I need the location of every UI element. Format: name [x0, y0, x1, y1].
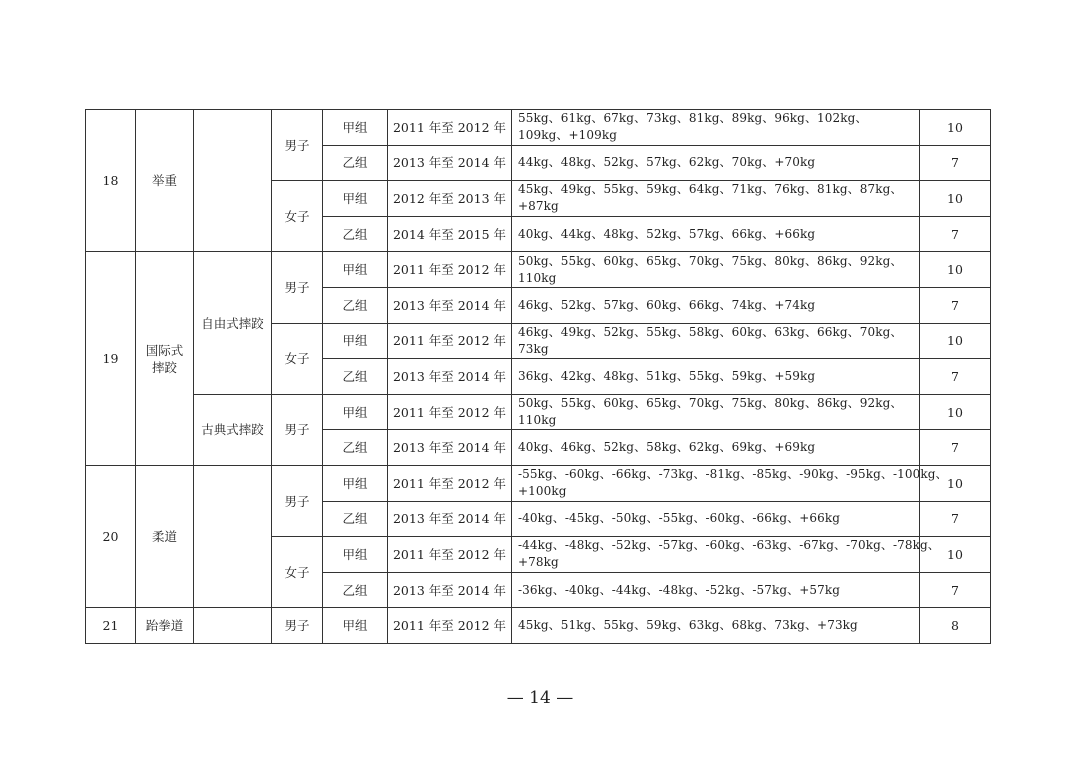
sport-name: 国际式摔跤 — [136, 252, 194, 466]
weight-classes-cell: -44kg、-48kg、-52kg、-57kg、-60kg、-63kg、-67kg、-70kg、-78kg、+78kg — [512, 537, 920, 573]
age-group-cell: 甲组 — [323, 394, 388, 430]
weight-classes-cell: 45kg、49kg、55kg、59kg、64kg、71kg、76kg、81kg、87kg、+87kg — [512, 181, 920, 217]
weight-classes-cell: -55kg、-60kg、-66kg、-73kg、-81kg、-85kg、-90kg、-95kg、-100kg、+100kg — [512, 465, 920, 501]
weight-classes-cell: 36kg、42kg、48kg、51kg、55kg、59kg、+59kg — [512, 359, 920, 395]
weight-classes-cell: -36kg、-40kg、-44kg、-48kg、-52kg、-57kg、+57kg — [512, 572, 920, 608]
birth-years-cell: 2011 年至 2012 年 — [388, 252, 512, 288]
sub-event-name: 古典式摔跤 — [194, 394, 272, 465]
birth-years-cell: 2012 年至 2013 年 — [388, 181, 512, 217]
birth-years-cell: 2014 年至 2015 年 — [388, 216, 512, 252]
event-count-cell: 7 — [920, 287, 991, 323]
event-count-cell: 8 — [920, 608, 991, 644]
age-group-cell: 甲组 — [323, 537, 388, 573]
birth-years-cell: 2013 年至 2014 年 — [388, 501, 512, 537]
event-count-cell: 7 — [920, 145, 991, 181]
birth-years-cell: 2011 年至 2012 年 — [388, 323, 512, 359]
age-group-cell: 甲组 — [323, 252, 388, 288]
birth-years-cell: 2013 年至 2014 年 — [388, 287, 512, 323]
age-group-cell: 乙组 — [323, 501, 388, 537]
age-group-cell: 乙组 — [323, 145, 388, 181]
weight-classes-cell: 55kg、61kg、67kg、73kg、81kg、89kg、96kg、102kg、109kg、+109kg — [512, 110, 920, 146]
sport-number: 18 — [86, 110, 136, 252]
gender-cell: 男子 — [272, 110, 323, 181]
event-count-cell: 7 — [920, 430, 991, 466]
sport-name: 举重 — [136, 110, 194, 252]
table-row — [86, 394, 991, 430]
sub-event-empty — [194, 608, 272, 644]
event-count-cell: 10 — [920, 537, 991, 573]
sub-event-name: 自由式摔跤 — [194, 252, 272, 394]
event-count-cell: 7 — [920, 216, 991, 252]
age-group-cell: 甲组 — [323, 465, 388, 501]
event-count-cell: 10 — [920, 323, 991, 359]
table-row — [86, 608, 991, 644]
weight-classes-cell: 50kg、55kg、60kg、65kg、70kg、75kg、80kg、86kg、92kg、110kg — [512, 252, 920, 288]
birth-years-cell: 2013 年至 2014 年 — [388, 572, 512, 608]
birth-years-cell: 2011 年至 2012 年 — [388, 394, 512, 430]
sport-name: 柔道 — [136, 465, 194, 607]
event-count-cell: 10 — [920, 252, 991, 288]
table-row — [86, 252, 991, 288]
sport-number: 20 — [86, 465, 136, 607]
birth-years-cell: 2011 年至 2012 年 — [388, 537, 512, 573]
sub-event-empty — [194, 465, 272, 607]
weight-classes-cell: 50kg、55kg、60kg、65kg、70kg、75kg、80kg、86kg、92kg、110kg — [512, 394, 920, 430]
weight-classes-cell: 40kg、46kg、52kg、58kg、62kg、69kg、+69kg — [512, 430, 920, 466]
gender-cell: 男子 — [272, 394, 323, 465]
weight-classes-cell: 46kg、52kg、57kg、60kg、66kg、74kg、+74kg — [512, 287, 920, 323]
age-group-cell: 乙组 — [323, 287, 388, 323]
birth-years-cell: 2013 年至 2014 年 — [388, 430, 512, 466]
sport-number: 19 — [86, 252, 136, 466]
birth-years-cell: 2011 年至 2012 年 — [388, 608, 512, 644]
gender-cell: 男子 — [272, 252, 323, 323]
age-group-cell: 乙组 — [323, 359, 388, 395]
event-count-cell: 7 — [920, 359, 991, 395]
gender-cell: 女子 — [272, 537, 323, 608]
birth-years-cell: 2013 年至 2014 年 — [388, 359, 512, 395]
weight-class-table — [85, 109, 991, 644]
weight-classes-cell: -40kg、-45kg、-50kg、-55kg、-60kg、-66kg、+66kg — [512, 501, 920, 537]
birth-years-cell: 2011 年至 2012 年 — [388, 110, 512, 146]
gender-cell: 女子 — [272, 323, 323, 394]
sub-event-empty — [194, 110, 272, 252]
weight-classes-cell: 46kg、49kg、52kg、55kg、58kg、60kg、63kg、66kg、70kg、73kg — [512, 323, 920, 359]
event-count-cell: 7 — [920, 572, 991, 608]
birth-years-cell: 2013 年至 2014 年 — [388, 145, 512, 181]
weight-classes-cell: 44kg、48kg、52kg、57kg、62kg、70kg、+70kg — [512, 145, 920, 181]
age-group-cell: 甲组 — [323, 110, 388, 146]
event-count-cell: 10 — [920, 110, 991, 146]
event-count-cell: 10 — [920, 394, 991, 430]
table-row — [86, 465, 991, 501]
gender-cell: 男子 — [272, 465, 323, 536]
age-group-cell: 乙组 — [323, 430, 388, 466]
age-group-cell: 甲组 — [323, 181, 388, 217]
event-count-cell: 10 — [920, 465, 991, 501]
event-count-cell: 10 — [920, 181, 991, 217]
age-group-cell: 乙组 — [323, 572, 388, 608]
sport-name: 跆拳道 — [136, 608, 194, 644]
table-row — [86, 110, 991, 146]
sport-number: 21 — [86, 608, 136, 644]
page-number: — 14 — — [506, 688, 574, 708]
weight-classes-cell: 40kg、44kg、48kg、52kg、57kg、66kg、+66kg — [512, 216, 920, 252]
gender-cell: 男子 — [272, 608, 323, 644]
event-count-cell: 7 — [920, 501, 991, 537]
age-group-cell: 甲组 — [323, 608, 388, 644]
weight-classes-cell: 45kg、51kg、55kg、59kg、63kg、68kg、73kg、+73kg — [512, 608, 920, 644]
age-group-cell: 甲组 — [323, 323, 388, 359]
birth-years-cell: 2011 年至 2012 年 — [388, 465, 512, 501]
gender-cell: 女子 — [272, 181, 323, 252]
age-group-cell: 乙组 — [323, 216, 388, 252]
